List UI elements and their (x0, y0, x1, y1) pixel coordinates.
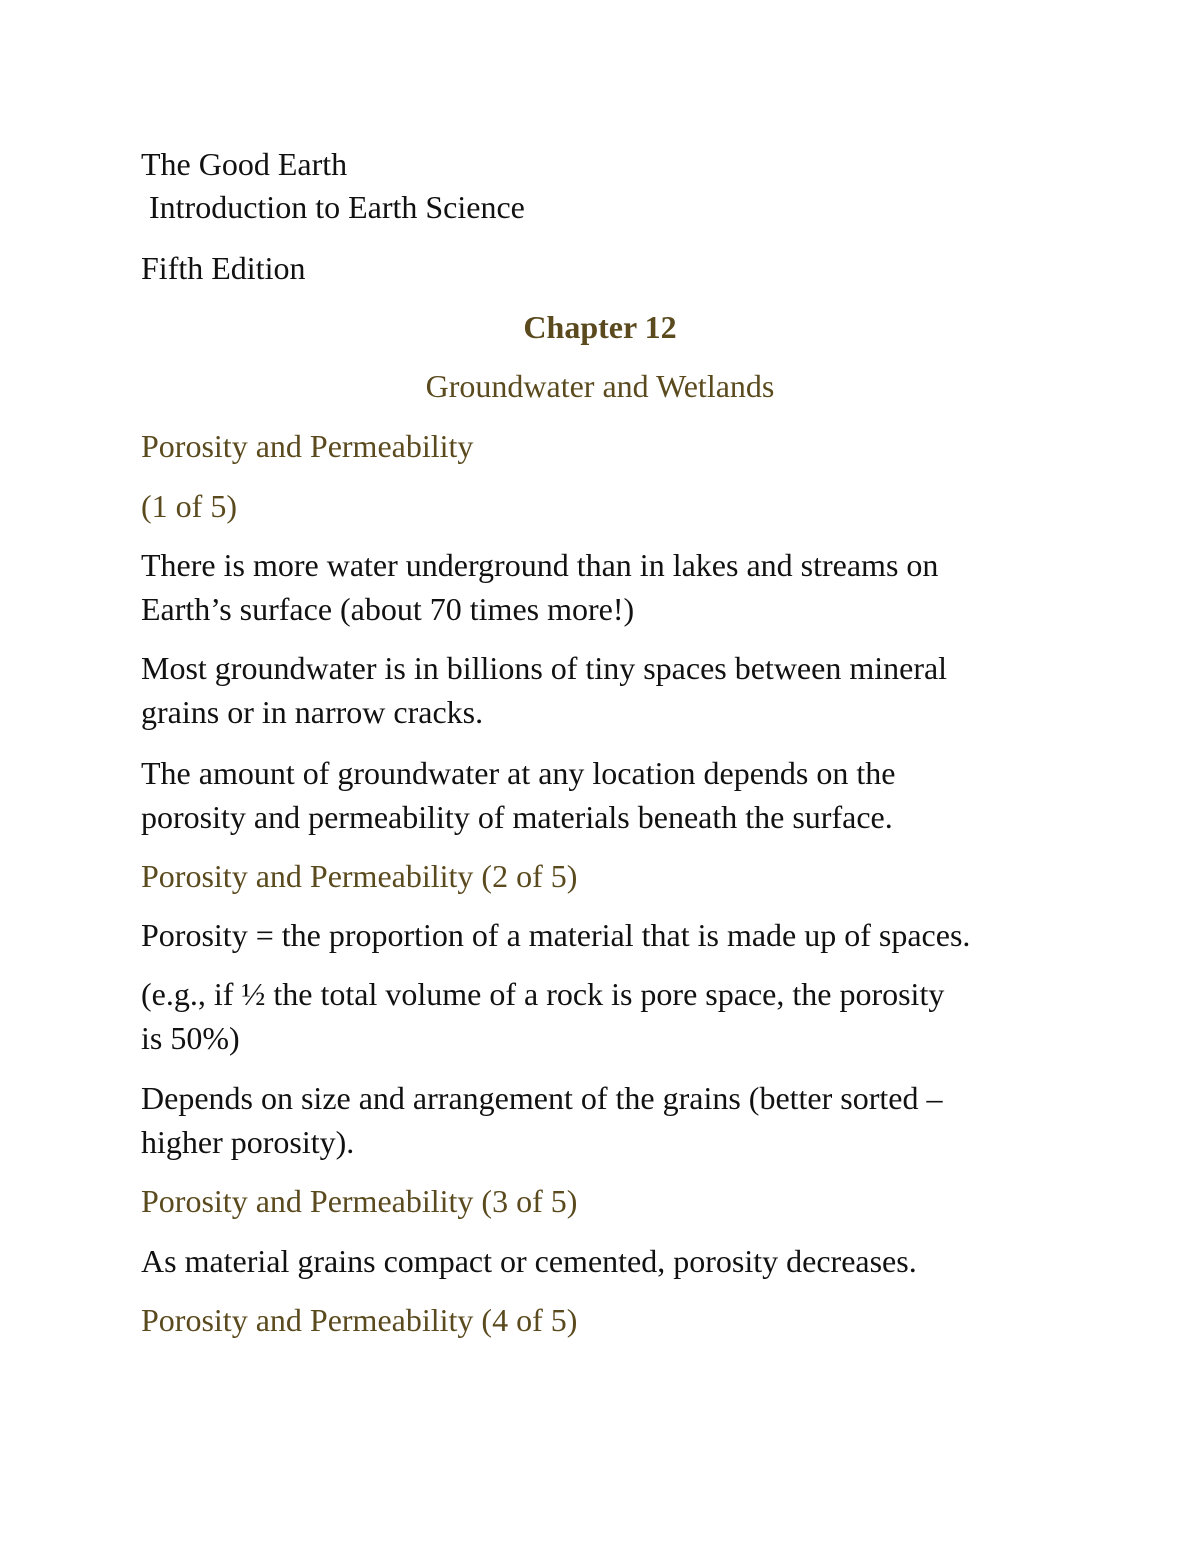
chapter-title: Groundwater and Wetlands (425, 368, 775, 404)
section-heading-2: Porosity and Permeability (2 of 5) (141, 858, 578, 894)
edition: Fifth Edition (141, 250, 306, 286)
book-subtitle: Introduction to Earth Science (149, 189, 525, 225)
book-title: The Good Earth (141, 146, 348, 182)
section-heading-1-part: (1 of 5) (141, 488, 237, 524)
paragraph-3-line-2: porosity and permeability of materials beneath the surface. (141, 799, 893, 835)
section-heading-4: Porosity and Permeability (4 of 5) (141, 1302, 578, 1338)
paragraph-1-line-1: There is more water underground than in lakes and streams on (141, 547, 939, 583)
paragraph-4: Porosity = the proportion of a material that is made up of spaces. (141, 917, 971, 953)
paragraph-2-line-2: grains or in narrow cracks. (141, 694, 484, 730)
paragraph-6-line-2: higher porosity). (141, 1124, 355, 1160)
paragraph-5-line-1: (e.g., if ½ the total volume of a rock is pore space, the porosity (141, 976, 945, 1012)
paragraph-7: As material grains compact or cemented, porosity decreases. (141, 1243, 917, 1279)
paragraph-3-line-1: The amount of groundwater at any location depends on the (141, 755, 896, 791)
paragraph-2-line-1: Most groundwater is in billions of tiny spaces between mineral (141, 650, 948, 686)
paragraph-6-line-1: Depends on size and arrangement of the grains (better sorted – (141, 1080, 943, 1116)
paragraph-5-line-2: is 50%) (141, 1020, 240, 1056)
paragraph-1-line-2: Earth’s surface (about 70 times more!) (141, 591, 635, 627)
section-heading-3: Porosity and Permeability (3 of 5) (141, 1183, 578, 1219)
section-heading-1: Porosity and Permeability (141, 428, 474, 464)
chapter-number: Chapter 12 (523, 309, 677, 345)
